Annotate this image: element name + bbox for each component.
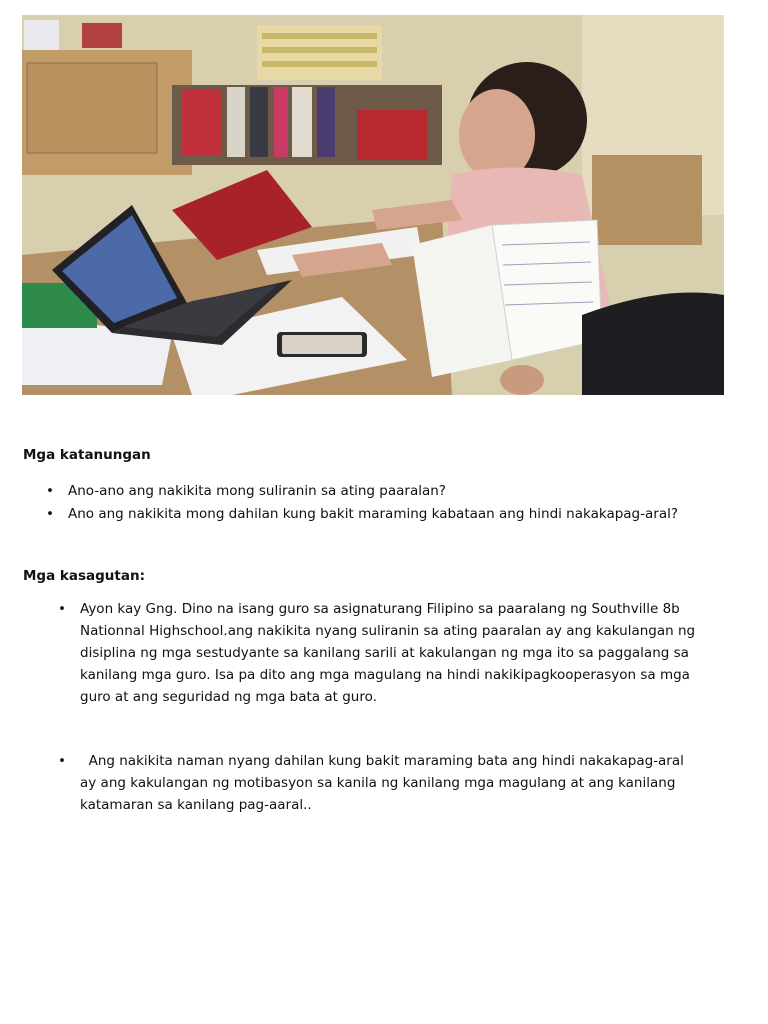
bullet-icon: • [58, 753, 66, 769]
photo-illustration [22, 15, 724, 395]
answer-item [58, 750, 720, 816]
answer-item [58, 598, 720, 708]
answer-line: Ang nakikita naman nyang dahilan kung bakit maraming bata ang hindi nakakapag-aral [80, 753, 684, 769]
bullet-icon: • [58, 601, 66, 617]
answer-line: Nationnal Highschool.ang nakikita nyang suliranin sa ating paaralan ay ang kakulangan ng [80, 623, 696, 639]
questions-heading: Mga katanungan [23, 447, 151, 463]
classroom-photo [22, 15, 724, 395]
answer-line: katamaran sa kanilang pag-aaral.. [80, 797, 312, 813]
answer-line: kanilang mga guro. Isa pa dito ang mga magulang na hindi nakikipagkooperasyon sa mga [80, 667, 690, 683]
answer-line: guro at ang seguridad ng mga bata at guro. [80, 689, 377, 705]
question-item: • Ano ang nakikita mong dahilan kung bakit maraming kabataan ang hindi nakakapag-aral? [46, 503, 678, 526]
question-item: • Ano-ano ang nakikita mong suliranin sa ating paaralan? [46, 480, 678, 503]
answer-line: Ayon kay Gng. Dino na isang guro sa asignaturang Filipino sa paaralang ng Southville 8b [80, 601, 680, 617]
answers-heading: Mga kasagutan: [23, 568, 145, 584]
answer-line: ay ang kakulangan ng motibasyon sa kanila ng kanilang mga magulang at ang kanilang [80, 775, 676, 791]
answer-line: disiplina ng mga sestudyante sa kanilang sarili at kakulangan ng mga ito sa paggalang sa [80, 645, 689, 661]
questions-list [46, 480, 678, 526]
